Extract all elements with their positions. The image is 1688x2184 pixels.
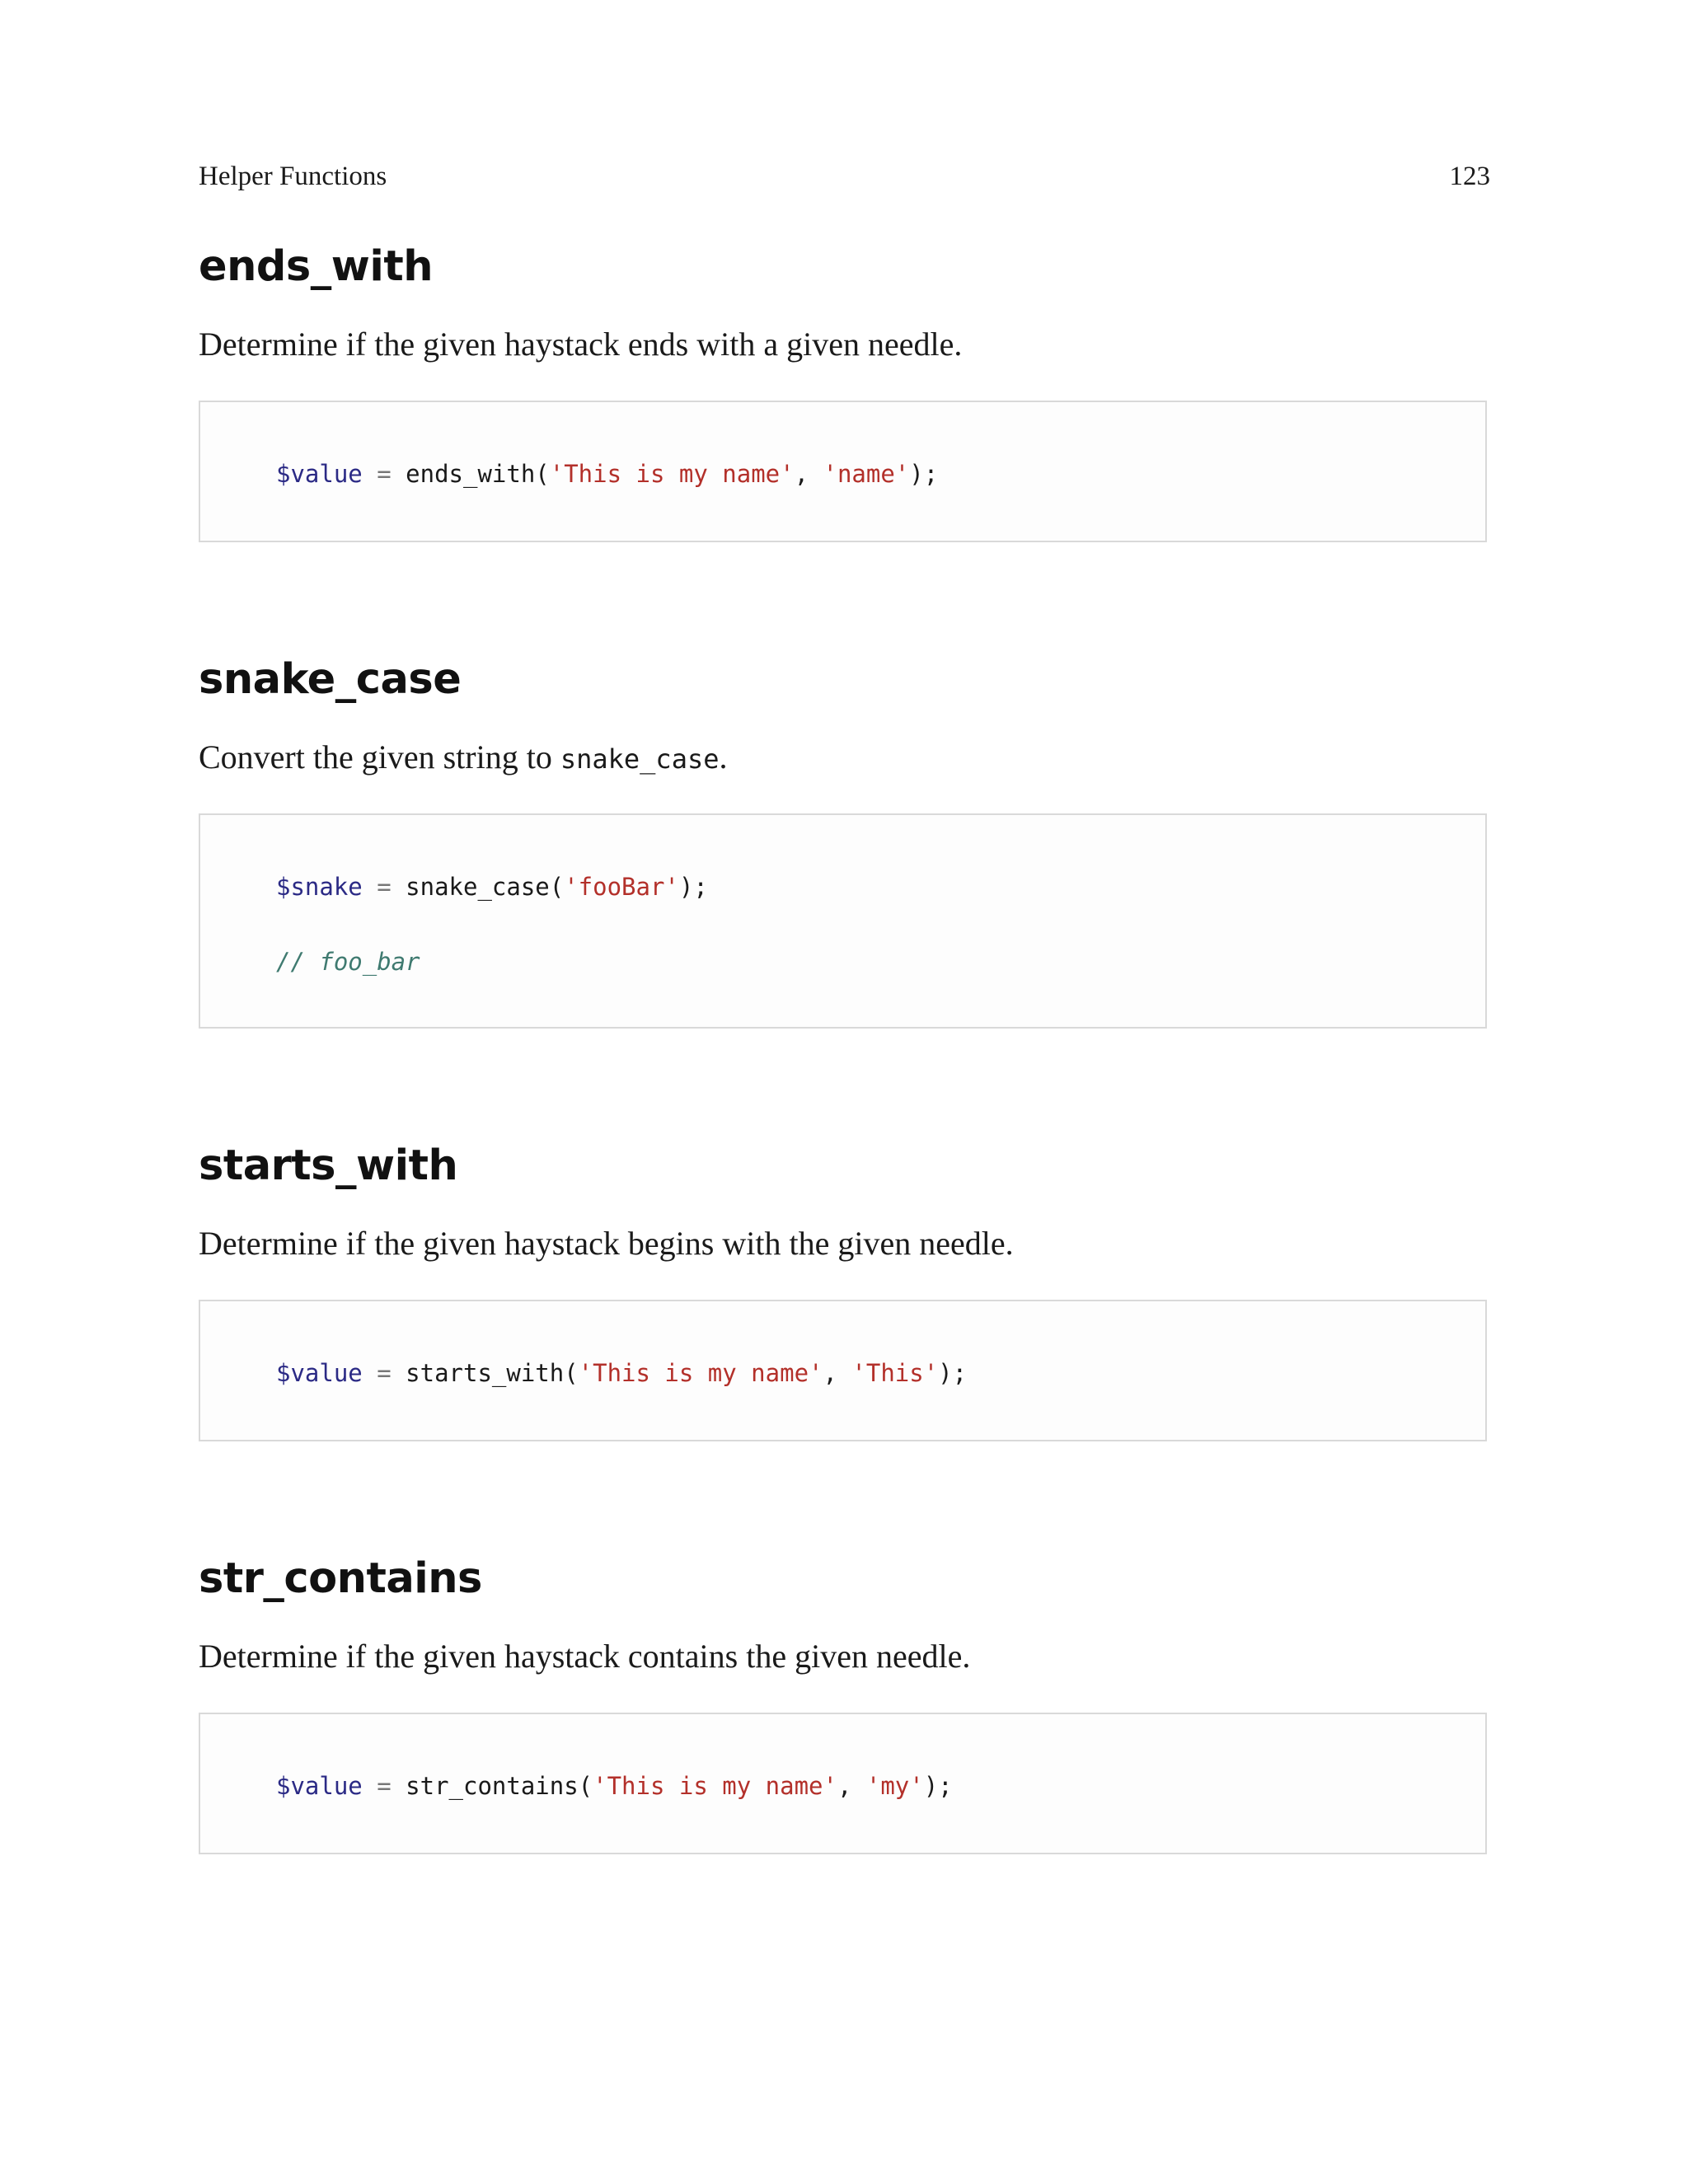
code-block [199,401,1487,542]
code-block [199,1300,1487,1441]
code-line [276,950,420,974]
section-snake-case [199,655,1490,976]
code-punctuation: ); [923,1772,953,1800]
code-string: 'my' [865,1772,924,1800]
code-comment: // foo_bar [276,948,420,976]
code-punctuation: ); [938,1359,968,1387]
section-str-contains [199,1554,1490,1800]
code-line [276,875,708,899]
code-operator: = [362,1772,406,1800]
code-function: snake_case( [406,873,565,901]
code-operator: = [362,873,406,901]
section-heading: snake_case [199,655,462,704]
section-heading: starts_with [199,1141,458,1190]
code-punctuation: , [823,1359,852,1387]
code-function: str_contains( [406,1772,593,1800]
code-function: starts_with( [406,1359,579,1387]
code-variable: $value [276,1359,363,1387]
section-description [199,738,728,776]
inline-code: snake_case [560,743,720,775]
code-block [199,813,1487,1029]
code-block [199,1713,1487,1854]
code-operator: = [362,460,406,488]
code-function: ends_with( [406,460,550,488]
section-starts-with [199,1141,1490,1387]
section-heading: str_contains [199,1554,482,1603]
code-punctuation: , [837,1772,866,1800]
code-string: 'This is my name' [593,1772,837,1800]
section-heading: ends_with [199,242,434,291]
description-text: Convert the given string to [199,738,560,776]
code-variable: $value [276,1772,363,1800]
code-punctuation: ); [909,460,939,488]
code-variable: $snake [276,873,363,901]
code-string: 'This is my name' [578,1359,823,1387]
code-variable: $value [276,460,363,488]
code-string: 'name' [823,460,910,488]
chapter-title: Helper Functions [199,162,387,191]
section-description: Determine if the given haystack begins with the given needle. [199,1225,1014,1262]
code-string: 'This' [851,1359,939,1387]
code-punctuation: , [794,460,823,488]
section-description: Determine if the given haystack ends with a given needle. [199,326,963,363]
code-line [276,462,938,486]
code-punctuation: ); [678,873,708,901]
code-line [276,1774,953,1798]
page-number: 123 [1449,162,1490,191]
running-header [199,162,1490,192]
code-string: 'This is my name' [549,460,795,488]
section-description: Determine if the given haystack contains the given needle. [199,1638,971,1675]
section-ends-with [199,242,1490,488]
code-string: 'fooBar' [564,873,679,901]
code-operator: = [362,1359,406,1387]
code-line [276,1361,967,1385]
description-text: . [719,738,728,776]
